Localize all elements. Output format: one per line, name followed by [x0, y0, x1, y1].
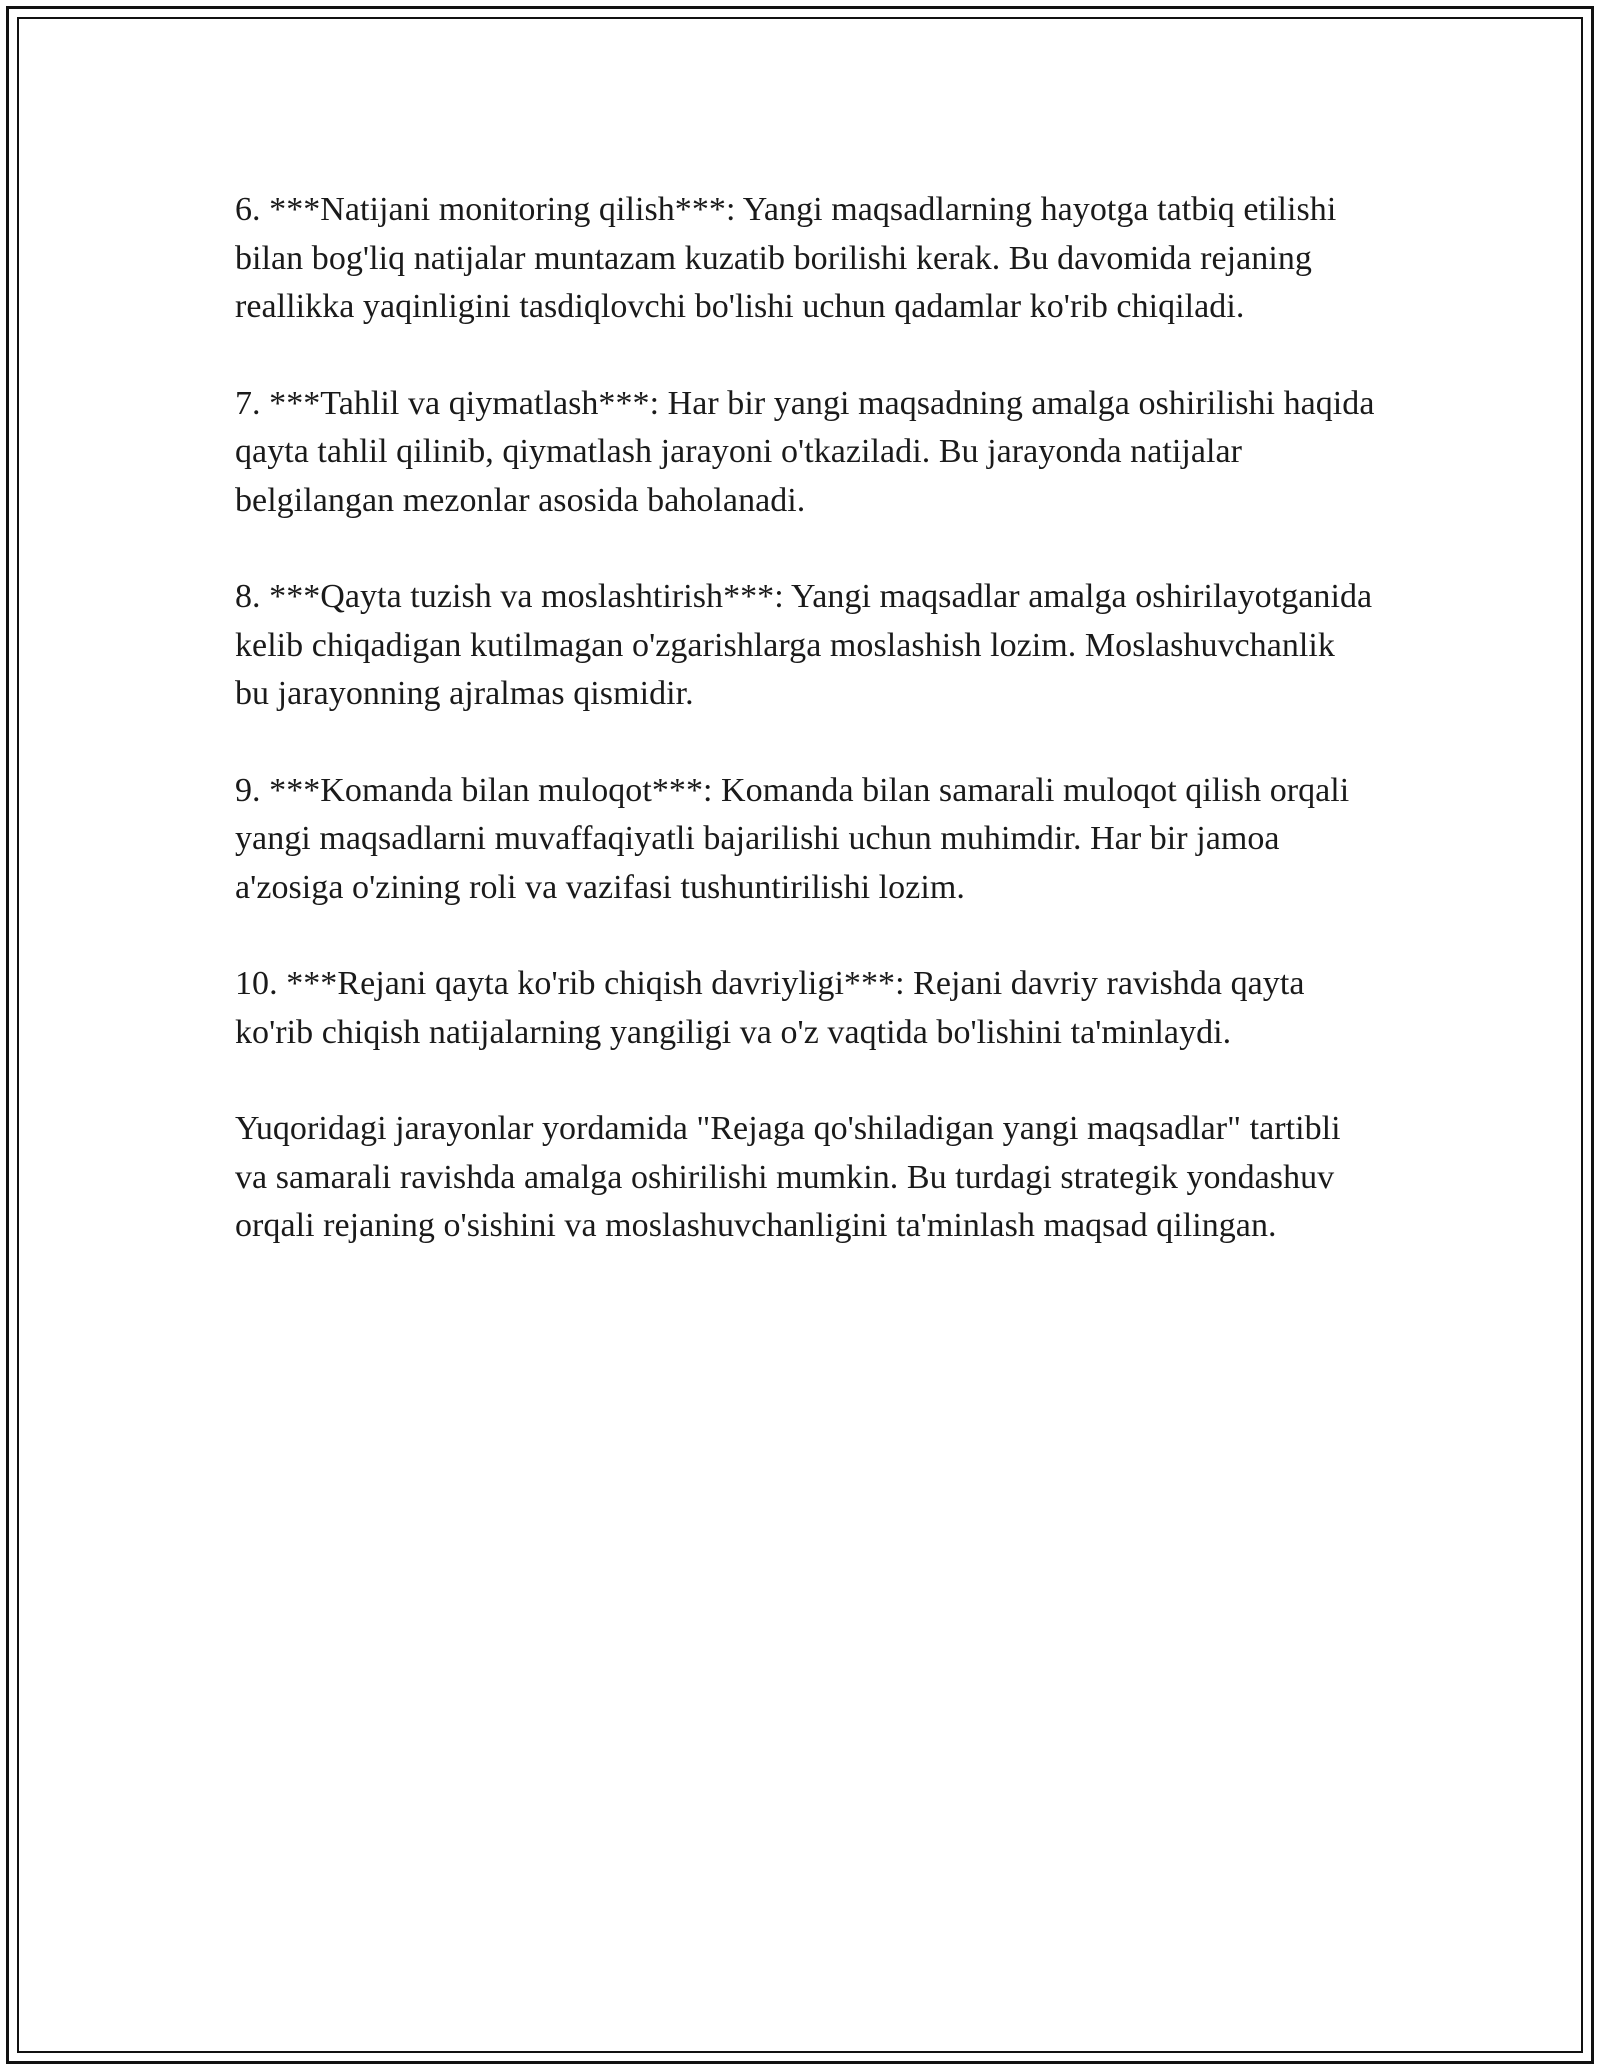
paragraph-team-communication: 9. ***Komanda bilan muloqot***: Komanda bilan samarali muloqot qilish orqali yangi maqsadlarni muvaffaqiyatli bajarilishi uchun muhimdir. Har bir jamoa a'zosiga o'zining roli va vazifasi tushuntirilishi lozim.	[235, 771, 1350, 906]
document-body	[235, 186, 1375, 1299]
paragraph-plan-review: 10. ***Rejani qayta ko'rib chiqish davriyligi***: Rejani davriy ravishda qayta ko'rib chiqish natijalarning yangiligi va o'z vaqtida bo'lishini ta'minlaydi.	[235, 965, 1305, 1051]
paragraph-restructuring: 8. ***Qayta tuzish va moslashtirish***: Yangi maqsadlar amalga oshirilayotganida kelib chiqadigan kutilmagan o'zgarishlarga moslashish lozim. Moslashuvchanlik bu jarayonning ajralmas qismidir.	[235, 578, 1373, 712]
paragraph-monitoring: 6. ***Natijani monitoring qilish***: Yangi maqsadlarning hayotga tatbiq etilishi bilan bog'liq natijalar muntazam kuzatib borilishi kerak. Bu davomida rejaning reallikka yaqinligini tasdiqlovchi bo'lishi uchun qadamlar ko'rib chiqiladi.	[235, 191, 1337, 325]
paragraph-analysis: 7. ***Tahlil va qiymatlash***: Har bir yangi maqsadning amalga oshirilishi haqida qayta tahlil qilinib, qiymatlash jarayoni o'tkaziladi. Bu jarayonda natijalar belgilangan mezonlar asosida baholanadi.	[235, 384, 1375, 519]
paragraph-conclusion: Yuqoridagi jarayonlar yordamida "Rejaga qo'shiladigan yangi maqsadlar" tartibli va samarali ravishda amalga oshirilishi mumkin. Bu turdagi strategik yondashuv orqali rejaning o'sishini va moslashuvchanligini ta'minlash maqsad qilingan.	[235, 1110, 1341, 1244]
